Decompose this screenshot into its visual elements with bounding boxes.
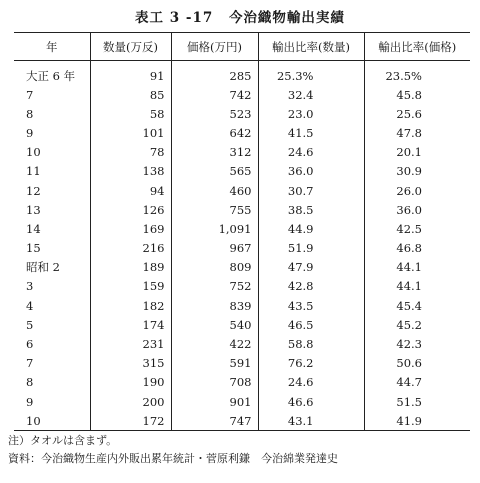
cell-ratio-price: 45.2 <box>364 315 470 334</box>
cell-year: 8 <box>26 375 34 390</box>
cell-year: 15 <box>26 241 41 256</box>
cell-quantity: 159 <box>90 277 171 296</box>
table-row <box>14 61 470 86</box>
cell-ratio-quantity: 24.6 <box>258 143 364 162</box>
table-row <box>14 181 470 200</box>
header-quantity: 数量(万反) <box>90 33 171 61</box>
table-row <box>14 277 470 296</box>
cell-quantity: 200 <box>90 392 171 411</box>
cell-year: 7 <box>26 87 34 102</box>
cell-ratio-price: 20.1 <box>364 143 470 162</box>
table-row <box>14 315 470 334</box>
cell-quantity: 58 <box>90 104 171 123</box>
cell-price: 755 <box>171 200 258 219</box>
cell-ratio-quantity: 76.2 <box>258 354 364 373</box>
cell-ratio-price: 47.8 <box>364 123 470 142</box>
cell-year: 9 <box>26 125 34 140</box>
table-row <box>14 104 470 123</box>
cell-year: 8 <box>26 106 34 121</box>
header-ratio-price: 輸出比率(価格) <box>364 33 470 61</box>
cell-year: 12 <box>26 183 41 198</box>
cell-price: 285 <box>171 61 258 86</box>
cell-ratio-price: 36.0 <box>364 200 470 219</box>
table-row <box>14 143 470 162</box>
table-row <box>14 258 470 277</box>
cell-ratio-quantity: 44.9 <box>258 219 364 238</box>
cell-ratio-quantity: 36.0 <box>258 162 364 181</box>
source-line: 資料：今治織物生産内外販出累年統計・菅原利鎌 今治綿業発達史 <box>8 452 338 465</box>
table-row <box>14 411 470 431</box>
cell-year: 大正 6 年 <box>26 68 76 83</box>
cell-quantity: 174 <box>90 315 171 334</box>
cell-ratio-quantity: 24.6 <box>258 373 364 392</box>
table-row <box>14 162 470 181</box>
cell-price: 747 <box>171 411 258 431</box>
cell-quantity: 169 <box>90 219 171 238</box>
cell-year: 3 <box>26 279 34 294</box>
cell-ratio-price: 26.0 <box>364 181 470 200</box>
cell-ratio-quantity: 43.5 <box>258 296 364 315</box>
cell-ratio-quantity: 30.7 <box>258 181 364 200</box>
cell-price: 901 <box>171 392 258 411</box>
cell-ratio-price: 42.3 <box>364 334 470 353</box>
cell-quantity: 190 <box>90 373 171 392</box>
cell-quantity: 216 <box>90 239 171 258</box>
export-table <box>14 32 470 431</box>
cell-quantity: 91 <box>90 61 171 86</box>
cell-year: 7 <box>26 356 34 371</box>
table-title <box>0 6 480 26</box>
cell-ratio-quantity: 25.3% <box>258 61 364 86</box>
cell-quantity: 172 <box>90 411 171 431</box>
cell-year: 13 <box>26 202 41 217</box>
cell-ratio-quantity: 23.0 <box>258 104 364 123</box>
cell-ratio-price: 42.5 <box>364 219 470 238</box>
cell-price: 967 <box>171 239 258 258</box>
cell-price: 642 <box>171 123 258 142</box>
cell-price: 839 <box>171 296 258 315</box>
cell-price: 742 <box>171 85 258 104</box>
cell-price: 422 <box>171 334 258 353</box>
cell-quantity: 138 <box>90 162 171 181</box>
cell-ratio-price: 44.1 <box>364 258 470 277</box>
cell-quantity: 101 <box>90 123 171 142</box>
cell-ratio-price: 44.1 <box>364 277 470 296</box>
cell-ratio-quantity: 58.8 <box>258 334 364 353</box>
cell-price: 809 <box>171 258 258 277</box>
table-code: 表工 3 -17 <box>135 10 214 26</box>
table-row <box>14 85 470 104</box>
cell-ratio-quantity: 51.9 <box>258 239 364 258</box>
cell-ratio-quantity: 47.9 <box>258 258 364 277</box>
cell-price: 460 <box>171 181 258 200</box>
cell-year: 10 <box>14 411 90 431</box>
cell-ratio-price: 44.7 <box>364 373 470 392</box>
cell-quantity: 189 <box>90 258 171 277</box>
cell-ratio-price: 23.5% <box>364 61 470 86</box>
cell-year: 4 <box>26 298 34 313</box>
table-row <box>14 373 470 392</box>
table-row <box>14 392 470 411</box>
cell-quantity: 94 <box>90 181 171 200</box>
cell-ratio-price: 45.8 <box>364 85 470 104</box>
table-row <box>14 219 470 238</box>
cell-price: 1,091 <box>171 219 258 238</box>
cell-year: 11 <box>26 164 41 179</box>
cell-ratio-quantity: 42.8 <box>258 277 364 296</box>
cell-year: 5 <box>26 317 34 332</box>
table-row <box>14 354 470 373</box>
header-price: 価格(万円) <box>171 33 258 61</box>
cell-year: 14 <box>26 221 41 236</box>
cell-quantity: 78 <box>90 143 171 162</box>
note-line: 注）タオルは含まず。 <box>8 434 118 447</box>
cell-price: 312 <box>171 143 258 162</box>
table-header-row <box>14 33 470 61</box>
cell-price: 565 <box>171 162 258 181</box>
cell-ratio-price: 30.9 <box>364 162 470 181</box>
cell-ratio-price: 46.8 <box>364 239 470 258</box>
cell-price: 752 <box>171 277 258 296</box>
cell-year: 9 <box>26 394 34 409</box>
table-row <box>14 296 470 315</box>
table-row <box>14 123 470 142</box>
table-row <box>14 334 470 353</box>
cell-year: 10 <box>26 145 41 160</box>
header-year: 年 <box>14 33 90 61</box>
cell-ratio-price: 25.6 <box>364 104 470 123</box>
cell-ratio-quantity: 43.1 <box>258 411 364 431</box>
footnotes <box>8 432 338 468</box>
table-title-text: 今治織物輸出実績 <box>228 10 345 26</box>
cell-year: 6 <box>26 337 34 352</box>
cell-quantity: 182 <box>90 296 171 315</box>
cell-quantity: 231 <box>90 334 171 353</box>
cell-year: 昭和 2 <box>26 260 60 275</box>
cell-quantity: 315 <box>90 354 171 373</box>
cell-ratio-quantity: 32.4 <box>258 85 364 104</box>
cell-ratio-price: 50.6 <box>364 354 470 373</box>
cell-ratio-quantity: 46.6 <box>258 392 364 411</box>
cell-price: 540 <box>171 315 258 334</box>
cell-ratio-price: 51.5 <box>364 392 470 411</box>
table-row <box>14 239 470 258</box>
table-body <box>14 61 470 431</box>
cell-quantity: 126 <box>90 200 171 219</box>
cell-price: 591 <box>171 354 258 373</box>
cell-ratio-quantity: 41.5 <box>258 123 364 142</box>
cell-quantity: 85 <box>90 85 171 104</box>
table-row <box>14 200 470 219</box>
cell-price: 523 <box>171 104 258 123</box>
cell-ratio-quantity: 46.5 <box>258 315 364 334</box>
cell-price: 708 <box>171 373 258 392</box>
header-ratio-quantity: 輸出比率(数量) <box>258 33 364 61</box>
cell-ratio-quantity: 38.5 <box>258 200 364 219</box>
cell-ratio-price: 41.9 <box>364 411 470 431</box>
cell-ratio-price: 45.4 <box>364 296 470 315</box>
